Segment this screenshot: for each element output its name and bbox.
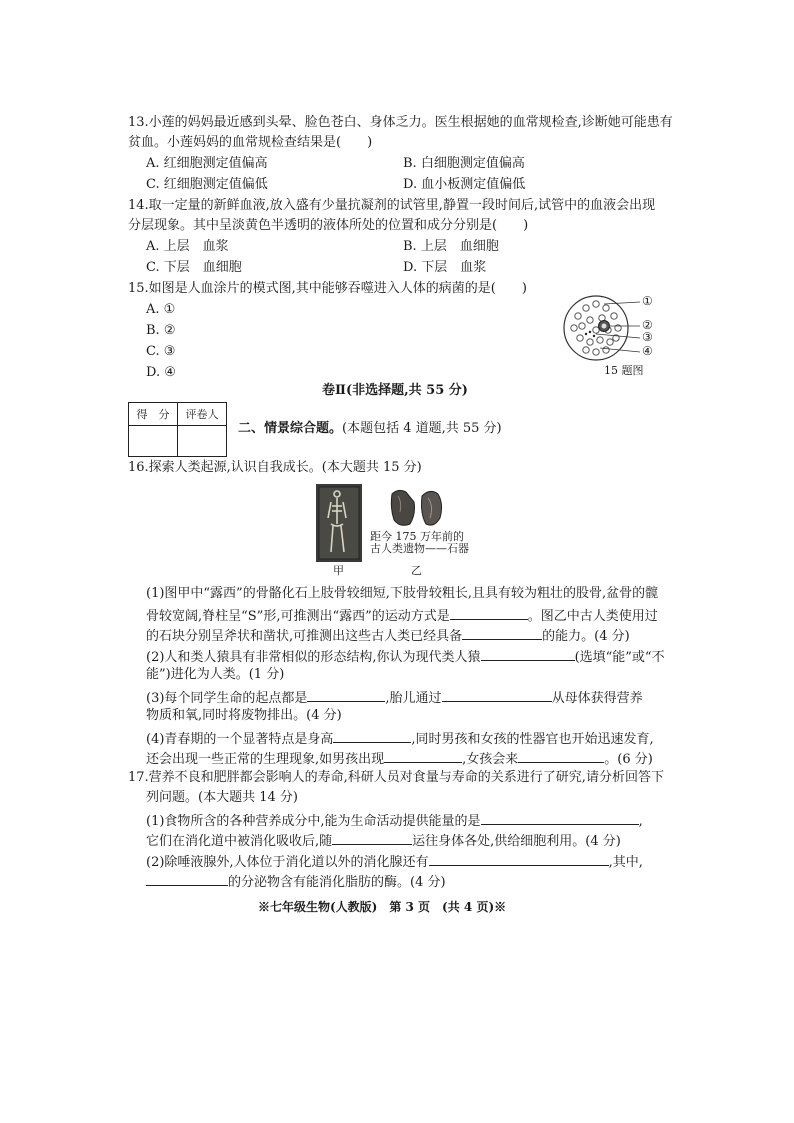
fig15-label-4: ④	[642, 344, 653, 358]
q16-fig-caption-2: 古人类遗物——石器	[370, 542, 469, 555]
q16-p1-line3	[146, 625, 630, 646]
q16-p2-line2: 能”)进化为人类。(1 分)	[146, 667, 285, 682]
q16-p2-line1-text-b: (选填“能”或“不	[574, 650, 665, 665]
fig15-label-3: ③	[642, 330, 653, 344]
q15-option-c: C. ③	[146, 344, 176, 359]
q16-p1-line3-text-a: 的石块分别呈斧状和凿状,可推测出这些古人类已经具备	[146, 629, 463, 644]
q16-p3-line1	[146, 687, 643, 708]
q17-p1-blank-1[interactable]	[481, 810, 639, 825]
grader-label: 评卷人	[178, 403, 227, 426]
q16-p3-line1-text-a: (3)每个同学生命的起点都是	[146, 691, 308, 706]
stone-tools-illustration	[388, 488, 448, 528]
q15-option-b: B. ②	[146, 323, 176, 338]
q13-option-a: A. 红细胞测定值偏高	[146, 156, 268, 171]
q13-stem-line2: 贫血。小莲妈妈的血常规检查结果是( )	[128, 135, 373, 150]
q13-stem-line1: 13.小莲的妈妈最近感到头晕、脸色苍白、身体乏力。医生根据她的血常规检查,诊断她可能患有	[128, 115, 673, 130]
q14-stem-line1: 14.取一定量的新鲜血液,放入盛有少量抗凝剂的试管里,静置一段时间后,试管中的血液会出现	[128, 198, 656, 213]
q16-p4-blank-2[interactable]	[384, 748, 462, 763]
q16-p3-blank-2[interactable]	[442, 687, 552, 702]
q16-p1-line1: (1)图甲中“露西”的骨骼化石上肢骨较细短,下肢骨较粗长,且具有较为粗壮的股骨,盆骨的髋	[146, 586, 659, 601]
score-cell[interactable]	[129, 426, 178, 457]
q15-stem: 15.如图是人血涂片的模式图,其中能够吞噬进入人体的病菌的是( )	[128, 281, 527, 296]
q17-p2-line2	[146, 871, 446, 892]
q17-stem-line2: 列问题。(本大题共 14 分)	[146, 790, 298, 805]
q16-p1-line2	[146, 605, 658, 626]
q16-p4-line1-text-b: ,同时男孩和女孩的性器官也开始迅速发育,	[411, 732, 654, 747]
section2-heading	[238, 420, 502, 438]
q16-p4-blank-1[interactable]	[333, 728, 411, 743]
q17-p1-line1-text-a: (1)食物所含的各种营养成分中,能为生命活动提供能量的是	[146, 814, 481, 829]
q16-p1-blank-1[interactable]	[450, 605, 528, 620]
q17-p1-line2	[146, 830, 621, 851]
lucy-skeleton-photo	[316, 484, 362, 562]
score-table	[128, 402, 227, 457]
q16-p2-line1	[146, 646, 665, 667]
grader-cell[interactable]	[178, 426, 227, 457]
q17-p2-line1-text-a: (2)除唾液腺外,人体位于消化道以外的消化腺还有	[146, 855, 429, 870]
q17-p1-line2-text-b: 运往身体各处,供给细胞利用。(4 分)	[412, 834, 621, 849]
q17-p2-line1	[146, 851, 643, 872]
fig15-label-2: ②	[642, 318, 653, 332]
q17-p1-blank-2[interactable]	[332, 830, 412, 845]
q16-p4-line2-text-a: 还会出现一些正常的生理现象,如男孩出现	[146, 752, 385, 767]
q16-p1-line2-text-b: 。图乙中古人类使用过	[527, 609, 658, 624]
q17-p1-line1-text-b: ,	[638, 814, 643, 829]
q14-option-b: B. 上层 血细胞	[403, 239, 499, 254]
q16-p2-line1-text-a: (2)人和类人猿具有非常相似的形态结构,你认为现代类人猿	[146, 650, 481, 665]
stone-tools-photo	[388, 488, 448, 528]
q16-p4-blank-3[interactable]	[518, 748, 604, 763]
q16-p4-line2-text-b: ,女孩会来	[462, 752, 519, 767]
q13-option-b: B. 白细胞测定值偏高	[403, 156, 525, 171]
q16-p1-blank-2[interactable]	[462, 625, 542, 640]
lucy-skeleton-illustration	[316, 484, 362, 562]
q17-stem-line1: 17.营养不良和肥胖都会影响人的寿命,科研人员对食量与寿命的关系进行了研究,请分析回答下	[128, 770, 664, 785]
q17-p2-blank-2[interactable]	[146, 871, 228, 886]
section2-heading-note: (本题包括 4 道题,共 55 分)	[342, 421, 502, 436]
q16-p2-blank[interactable]	[481, 646, 575, 661]
q14-option-c: C. 下层 血细胞	[146, 260, 242, 275]
q13-option-c: C. 红细胞测定值偏低	[146, 177, 268, 192]
q17-p2-line1-text-b: ,其中,	[608, 855, 643, 870]
score-label: 得 分	[129, 403, 178, 426]
q16-p4-line2	[146, 748, 653, 769]
q15-option-a: A. ①	[146, 302, 176, 317]
q16-p1-line2-text-a: 骨较宽阔,脊柱呈“S”形,可推测出“露西”的运动方式是	[146, 609, 450, 624]
q17-p1-line1	[146, 810, 643, 831]
q16-p3-blank-1[interactable]	[307, 687, 385, 702]
q16-p4-line2-text-c: 。(6 分)	[604, 752, 653, 767]
q17-p1-line2-text-a: 它们在消化道中被消化吸收后,随	[146, 834, 333, 849]
q14-option-a: A. 上层 血浆	[146, 239, 229, 254]
q17-p2-blank-1[interactable]	[429, 851, 609, 866]
q14-option-d: D. 下层 血浆	[403, 260, 487, 275]
page-footer: ※七年级生物(人教版) 第 3 页 (共 4 页)※	[258, 900, 507, 914]
q14-stem-line2: 分层现象。其中呈淡黄色半透明的液体所处的位置和成分分别是( )	[128, 218, 529, 233]
q16-fig-caption-1: 距今 175 万年前的	[370, 530, 464, 543]
q16-p4-line1-text-a: (4)青春期的一个显著特点是身高	[146, 732, 334, 747]
fig15-label-1: ①	[642, 294, 653, 308]
q13-option-d: D. 血小板测定值偏低	[403, 177, 526, 192]
q16-p3-line2: 物质和氧,同时将废物排出。(4 分)	[146, 708, 342, 723]
fig15-caption: 15 题图	[604, 364, 644, 377]
q16-title: 16.探索人类起源,认识自我成长。(本大题共 15 分)	[128, 460, 422, 475]
section2-heading-title: 二、情景综合题。	[238, 421, 343, 436]
q16-p1-line3-text-b: 的能力。(4 分)	[542, 629, 630, 644]
q16-p3-line1-text-b: ,胎儿通过	[385, 691, 442, 706]
section2-title: 卷Ⅱ(非选择题,共 55 分)	[322, 383, 468, 398]
q16-fig-label-b: 乙	[411, 564, 422, 577]
q16-fig-label-a: 甲	[333, 564, 344, 577]
q17-p2-line2-text: 的分泌物含有能消化脂肪的酶。(4 分)	[228, 875, 446, 890]
q15-option-d: D. ④	[146, 365, 176, 380]
q16-p3-line1-text-c: 从母体获得营养	[551, 691, 643, 706]
q16-p4-line1	[146, 728, 654, 749]
